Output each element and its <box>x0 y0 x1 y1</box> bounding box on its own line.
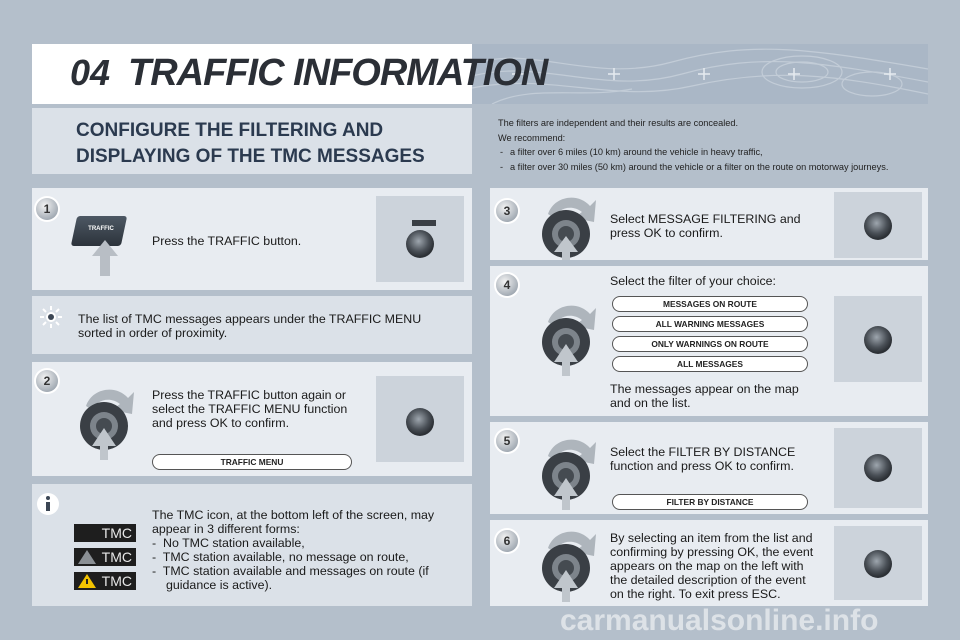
step4-number: 4 <box>496 274 518 296</box>
warning-yellow-icon <box>78 574 96 588</box>
step6-rotary-knob-icon <box>536 522 600 602</box>
warning-grey-icon <box>78 550 96 564</box>
step4-rotary-knob-icon <box>536 296 600 376</box>
step6-text-line2: confirming by pressing OK, the event <box>610 545 814 559</box>
step5-number: 5 <box>496 430 518 452</box>
step4-outro-line2: and on the list. <box>610 396 691 410</box>
tip-text-line2: sorted in order of proximity. <box>78 326 228 340</box>
step6-device-icon <box>834 526 922 600</box>
step6-text <box>610 531 813 601</box>
step6-text-line4: the detailed description of the event <box>610 573 806 587</box>
step1-number: 1 <box>36 198 58 220</box>
watermark: carmanualsonline.info <box>560 604 879 637</box>
step5-device-icon <box>834 428 922 508</box>
step3-device-icon <box>834 192 922 258</box>
note-line2: We recommend: <box>498 132 566 143</box>
filter-option-only-warnings-on-route: ONLY WARNINGS ON ROUTE <box>612 336 808 352</box>
info-bullet2: - TMC station available, no message on route, <box>152 550 409 564</box>
filter-option-all-messages: ALL MESSAGES <box>612 356 808 372</box>
tip-text <box>78 312 421 340</box>
step5-text <box>610 445 795 473</box>
light-bulb-icon <box>40 306 62 328</box>
step2-text-line3: and press OK to confirm. <box>152 416 290 430</box>
traffic-button-label: TRAFFIC <box>88 226 114 232</box>
section-title-line1: CONFIGURE THE FILTERING AND <box>76 120 384 141</box>
step6-text-line5: on the right. To exit press ESC. <box>610 587 781 601</box>
note-line1: The filters are independent and their results are concealed. <box>498 118 739 128</box>
step6-text-line1: By selecting an item from the list and <box>610 531 813 545</box>
section-title-line2: DISPLAYING OF THE TMC MESSAGES <box>76 146 425 167</box>
step4-intro: Select the filter of your choice: <box>610 274 776 288</box>
filter-note <box>498 116 918 174</box>
info-bullet1: - No TMC station available, <box>152 536 305 550</box>
up-arrow-icon <box>92 240 118 276</box>
chapter-number: 04 <box>70 52 111 93</box>
filter-option-all-warning-messages: ALL WARNING MESSAGES <box>612 316 808 332</box>
step4-outro <box>610 382 799 410</box>
step4-outro-line1: The messages appear on the map <box>610 382 799 396</box>
step5-text-line1: Select the FILTER BY DISTANCE <box>610 445 796 459</box>
step3-number: 3 <box>496 200 518 222</box>
step3-text-line1: Select MESSAGE FILTERING and <box>610 212 801 226</box>
step3-text <box>610 212 801 240</box>
section-title <box>76 118 456 170</box>
step3-rotary-knob-icon <box>536 192 600 260</box>
tip-text-line1: The list of TMC messages appears under the TRAFFIC MENU <box>78 312 422 326</box>
page-title: TRAFFIC INFORMATION <box>128 52 548 94</box>
step6-text-line3: appears on the map on the left with <box>610 559 804 573</box>
step6-number: 6 <box>496 530 518 552</box>
step1-text: Press the TRAFFIC button. <box>152 234 302 248</box>
info-text <box>152 508 452 592</box>
tmc-icon-messages-on-route: TMC <box>74 572 136 590</box>
filter-option-messages-on-route: MESSAGES ON ROUTE <box>612 296 808 312</box>
note-bullet2: - a filter over 30 miles (50 km) around the vehicle or a filter on the route on motorway journeys. <box>498 160 918 175</box>
info-bullet3: - TMC station available and messages on route (if <box>152 564 429 578</box>
filter-by-distance-pill: FILTER BY DISTANCE <box>612 494 808 510</box>
tmc-icon-no-message: TMC <box>74 548 136 566</box>
step4-device-icon <box>834 296 922 382</box>
step2-text-line2: select the TRAFFIC MENU function <box>152 402 348 416</box>
step2-text-line1: Press the TRAFFIC button again or <box>152 388 346 402</box>
info-bullet3-cont: guidance is active). <box>166 578 273 592</box>
step2-text <box>152 388 347 430</box>
tmc-icon-no-station: TMC <box>74 524 136 542</box>
step2-number: 2 <box>36 370 58 392</box>
step3-text-line2: press OK to confirm. <box>610 226 723 240</box>
step1-device-icon <box>376 196 464 282</box>
note-bullet1: - a filter over 6 miles (10 km) around the vehicle in heavy traffic, <box>498 145 918 160</box>
step5-text-line2: function and press OK to confirm. <box>610 459 794 473</box>
rotary-knob-icon <box>74 380 138 460</box>
traffic-menu-pill: TRAFFIC MENU <box>152 454 352 470</box>
info-text-line1: The TMC icon, at the bottom left of the screen, may <box>152 508 435 522</box>
step2-device-icon <box>376 376 464 462</box>
info-icon <box>36 492 60 516</box>
info-text-line2: appear in 3 different forms: <box>152 522 300 536</box>
step5-rotary-knob-icon <box>536 430 600 510</box>
